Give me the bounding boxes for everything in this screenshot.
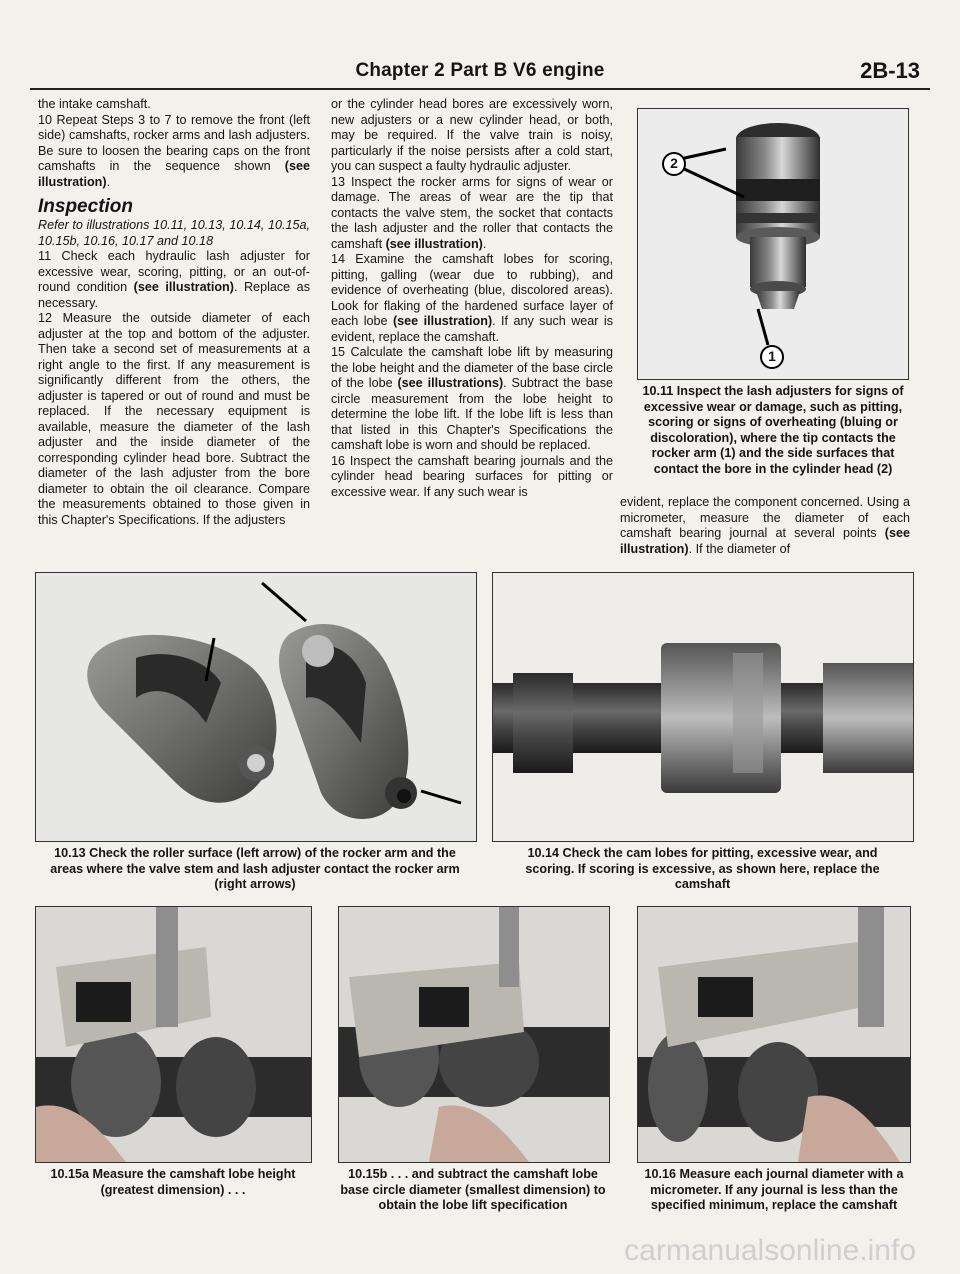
paragraph: or the cylinder head bores are excessively worn, new adjusters or a new cylinder head, or both, may be required. If the valve train is noisy, particularly if the noise persists after a cold start, you can suspect a faulty hydraulic adjuster. xyxy=(331,97,613,173)
paragraph: 12 Measure the outside diameter of each adjuster at the top and bottom of the adjuster. Then take a second set of measurements at a right angle to the first. If any measurement is significantly different from the others, the adjuster is tapered or out of round and must be replaced. If the necessary equipment is available, measure the diameter of the lash adjuster and the inside diameter of the corresponding cylinder head bore. Subtract the diameter of the lash adjuster from the bore diameter to obtain the oil clearance. Compare the measurements obtained to those given in this Chapter's Specifications. If the adjusters xyxy=(38,311,310,527)
arrow-right xyxy=(421,791,461,803)
callout-2: 2 xyxy=(670,155,678,171)
paragraph xyxy=(620,495,910,557)
paragraph xyxy=(331,252,613,345)
arrow-2a xyxy=(680,149,726,159)
micrometer-illustration xyxy=(36,907,311,1162)
punctuation: . Replace as necessary. xyxy=(38,280,310,310)
camshaft-lobe-illustration xyxy=(493,573,913,841)
photo-journal-micrometer xyxy=(637,906,911,1163)
page-number: 2B-13 xyxy=(860,58,920,83)
step-text: evident, replace the component concerned. Using a micrometer, measure the diameter of each camshaft bearing journal at several points xyxy=(620,495,910,540)
punctuation: . xyxy=(106,174,111,189)
step-text: 15 Calculate the camshaft lobe lift by measuring the lobe height and the diameter of the base circle of the lobe xyxy=(331,345,613,390)
caption-10-16: 10.16 Measure each journal diameter with a micrometer. If any journal is less than the specified minimum, replace the camshaft xyxy=(644,1167,904,1212)
text-column-2 xyxy=(331,97,613,500)
punctuation: . If the diameter of xyxy=(688,541,791,556)
arrow-top xyxy=(262,583,306,621)
caption-10-15a: 10.15a Measure the camshaft lobe height (greatest dimension) . . . xyxy=(50,1167,296,1197)
illustration-ref: (see illustration) xyxy=(133,280,234,294)
header-rule xyxy=(30,88,930,90)
illustration-ref: (see illustration) xyxy=(38,159,311,189)
caption-10-15b: 10.15b . . . and subtract the camshaft lobe base circle diameter (smallest dimension) to obtain the lobe lift specification xyxy=(340,1167,606,1212)
paragraph: 16 Inspect the camshaft bearing journals and the cylinder head bearing surfaces for pitting or excessive wear. If any such wear is xyxy=(331,453,613,499)
caption-10-11: 10.11 Inspect the lash adjusters for signs of excessive wear or damage, such as pitting, scoring or signs of overheating (bluing or discoloration), where the tip contacts the rocker arm (1) and the side surfaces that contact the bore in the cylinder head (2) xyxy=(642,384,904,476)
photo-lash-adjuster xyxy=(637,108,909,380)
paragraph xyxy=(331,175,613,253)
callout-1: 1 xyxy=(768,348,776,364)
step-text: 11 Check each hydraulic lash adjuster for excessive wear, scoring, pitting, or an out-of-round condition xyxy=(38,249,310,294)
photo-camshaft-lobes xyxy=(492,572,914,842)
caption-10-13: 10.13 Check the roller surface (left arrow) of the rocker arm and the areas where the valve stem and lash adjuster contact the rocker arm (right arrows) xyxy=(50,846,460,891)
lash-adjuster-illustration xyxy=(638,109,908,379)
step-text: 14 Examine the camshaft lobes for scoring, pitting, galling (wear due to rubbing), and evidence of overheating (blue, discolored areas). Look for flaking of the hardened surface layer of each lobe xyxy=(331,252,613,328)
text-column-1 xyxy=(38,97,310,528)
paragraph xyxy=(331,345,613,454)
paragraph xyxy=(38,113,310,191)
arrow-1 xyxy=(758,309,768,345)
caption-10-14: 10.14 Check the cam lobes for pitting, excessive wear, and scoring. If scoring is excessive, as shown here, replace the camshaft xyxy=(525,846,880,891)
illustration-ref: (see illustration) xyxy=(620,526,910,556)
chapter-title: Chapter 2 Part B V6 engine xyxy=(355,60,605,81)
illustration-reference-line: Refer to illustrations 10.11, 10.13, 10.14, 10.15a, 10.15b, 10.16, 10.17 and 10.18 xyxy=(38,218,310,248)
illustration-ref: (see illustration) xyxy=(385,236,483,251)
arrow-2b xyxy=(680,167,744,197)
step-text: 10 Repeat Steps 3 to 7 to remove the front (left side) camshafts, rocker arms and lash adjusters. Be sure to loosen the bearing caps on the front camshafts in the sequence shown xyxy=(38,112,310,173)
photo-lobe-height-micrometer xyxy=(35,906,312,1163)
paragraph xyxy=(38,249,310,311)
punctuation: . If any such wear is evident, replace the camshaft. xyxy=(331,314,613,344)
illustration-ref: (see illustrations) xyxy=(397,376,504,390)
watermark: carmanualsonline.info xyxy=(624,1234,916,1267)
punctuation: . xyxy=(482,236,487,251)
paragraph: the intake camshaft. xyxy=(38,97,151,111)
text-column-3 xyxy=(620,495,910,557)
photo-base-circle-micrometer xyxy=(338,906,610,1163)
micrometer-illustration xyxy=(339,907,609,1162)
photo-rocker-arms xyxy=(35,572,477,842)
step-text: 13 Inspect the rocker arms for signs of wear or damage. The areas of wear are the tip that contacts the valve stem, the socket that contacts the lash adjuster and the roller that contacts the camshaft xyxy=(331,174,613,251)
illustration-ref: (see illustration) xyxy=(392,314,493,328)
section-heading: Inspection xyxy=(38,196,134,217)
micrometer-illustration xyxy=(638,907,910,1162)
punctuation: . Subtract the base circle measurement from the lobe height to determine the lobe lift. If the lobe lift is less than that listed in this Chapter's Specifications the camshaft lobe is worn and should be replaced. xyxy=(331,376,613,452)
rocker-arm-illustration xyxy=(36,573,476,841)
